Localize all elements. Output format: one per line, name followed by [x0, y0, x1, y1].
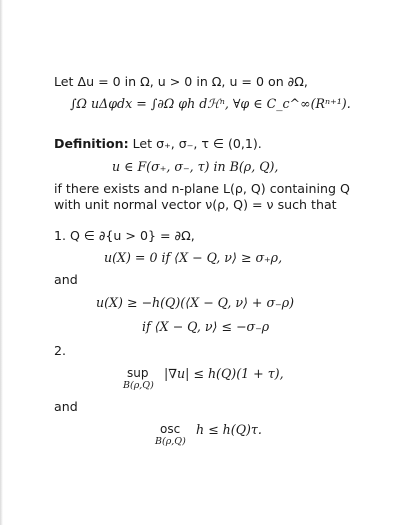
- condition-line-2: with unit normal vector ν(ρ, Q) = ν such that: [54, 197, 337, 212]
- equation-integral-identity: ∫Ω uΔφdx = ∫∂Ω φh dℋⁿ, ∀φ ∈ C_c^∞(Rⁿ⁺¹).: [70, 96, 351, 111]
- equation-oscillation-bound: h ≤ h(Q)τ.: [196, 422, 262, 437]
- osc-operator: osc: [160, 422, 181, 436]
- condition-line-1: if there exists and n-plane L(ρ, Q) containing Q: [54, 181, 350, 196]
- and-connector-2: and: [54, 399, 78, 414]
- and-connector-1: and: [54, 272, 78, 287]
- equation-membership: u ∈ F(σ₊, σ₋, τ) in B(ρ, Q),: [112, 159, 279, 174]
- page-edge-shadow: [0, 0, 3, 525]
- equation-gradient-bound: |∇u| ≤ h(Q)(1 + τ),: [164, 366, 284, 381]
- definition-line: [54, 136, 262, 152]
- definition-label: Definition:: [54, 136, 129, 151]
- equation-zero-region: u(X) = 0 if ⟨X − Q, ν⟩ ≥ σ₊ρ,: [104, 250, 283, 265]
- text-line-laplace: Let Δu = 0 in Ω, u > 0 in Ω, u = 0 on ∂Ω,: [54, 74, 308, 89]
- osc-subscript: B(ρ,Q): [155, 436, 186, 447]
- sup-subscript: B(ρ,Q): [123, 380, 154, 391]
- equation-lower-bound: u(X) ≥ −h(Q)(⟨X − Q, ν⟩ + σ₋ρ): [96, 295, 295, 310]
- item-2: 2.: [54, 343, 67, 358]
- sup-operator: sup: [127, 366, 149, 380]
- item-1: 1. Q ∈ ∂{u > 0} = ∂Ω,: [54, 228, 195, 243]
- definition-text: Let σ₊, σ₋, τ ∈ (0,1).: [132, 136, 262, 151]
- equation-lower-bound-condition: if ⟨X − Q, ν⟩ ≤ −σ₋ρ: [142, 319, 270, 334]
